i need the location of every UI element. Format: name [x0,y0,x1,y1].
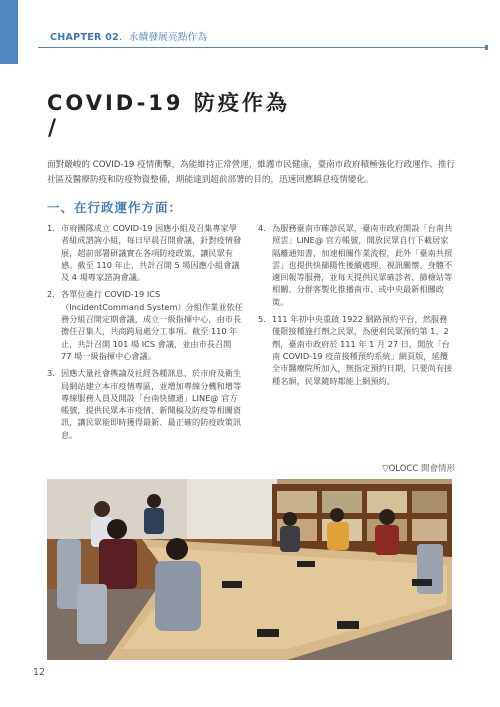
page-title: COVID-19 防疫作為 [47,91,290,115]
chapter-header [38,26,488,48]
chapter-label [50,29,207,43]
list-item-number: 1. [47,223,55,233]
list-item-number: 3. [47,368,55,379]
list-item [47,222,243,283]
list-item-text: 市府團隊成立 COVID-19 因應小組及召集專家學者組成諮詢小組，每日早晨召開會議，針對疫情發展，超前部署研議實在各項防疫政策，讓民眾有感。截至 110 年止，共計召開 5 場因應小組會議及 4 場專家諮詢會議。 [61,223,242,283]
list-item [258,222,454,308]
list-item-number: 2. [47,289,55,300]
meeting-photo [47,479,452,660]
list-item-text: 各單位進行 COVID-19 ICS（IncidentCommand System）分組作業並依任務分組召開定期會議，成立一級指揮中心，由市長擔任召集人，共商跨局處分工事項。截至 110 年止，共計召開 101 場 ICS 會議，並由市長召開 77 場一級指揮中心會議。 [61,289,243,361]
intro-paragraph: 面對嚴峻的 COVID-19 疫情衝擊，為能維持正常營運，維護市民健康，臺南市政府積極強化行政運作、推行社區及醫療防疫和防疫物資整備，期能達到超前部署的目的，迅速回應瞬息疫情變化。 [47,160,456,185]
section-heading: 一、在行政運作方面： [47,200,183,215]
right-column-list [258,222,454,392]
header-rule [38,47,488,48]
list-item-text: 因應大量社會輿論及社經各種訊息，於市府及衛生局網站建立本市疫情專區，並增加專線分機和增等專線服務人員及開設「台南快總通」LINE@ 官方帳號，提供民眾本市疫情、新聞稿及防疫等相關資訊，讓民眾能即時獲得最新、最正確的防疫政策訊息。 [61,368,242,440]
list-item [47,288,243,362]
list-item-text: 111 年初中央重啟 1922 網路預約平台，然服務僅限接種施打劑之民眾，為便利民眾預約第 1、2 劑，臺南市政府於 111 年 1 月 27 日，開放「台南 COVID-19 疫苗接種預約系統」網頁版，延攬全市醫療院所加入，無指定預約日期，只要尚有接種名額，民眾隨時都能上網預約。 [272,314,453,386]
page-number: 12 [33,667,46,678]
list-item-number: 5. [258,314,266,325]
list-item [258,313,454,387]
left-column-list [47,222,243,446]
title-slash: / [48,116,57,141]
chapter-title: 永續發展亮點作為 [128,32,208,43]
photo-caption: ▽OLOCC 開會情形 [382,464,455,474]
list-item-text: 為服務臺南市確診民眾，臺南市政府開設「台南共照雲」LINE@ 官方帳號，開放民眾自行下載居家隔離通知書，加速相關作業流程，此外「臺南共照雲」也提供快篩陽性後續處理、視訊關懷、身體不適回報等服務，並每天提供民眾確診者、篩檢站等相關、分群客製化推播南市、或中央最新相關政策。 [272,223,453,307]
chapter-separator: ． [119,32,129,43]
chapter-number: CHAPTER 02 [50,32,120,43]
header-rule-end [485,45,488,50]
chapter-side-tab [0,0,18,64]
list-item [47,367,243,441]
list-item-number: 4. [258,223,266,233]
